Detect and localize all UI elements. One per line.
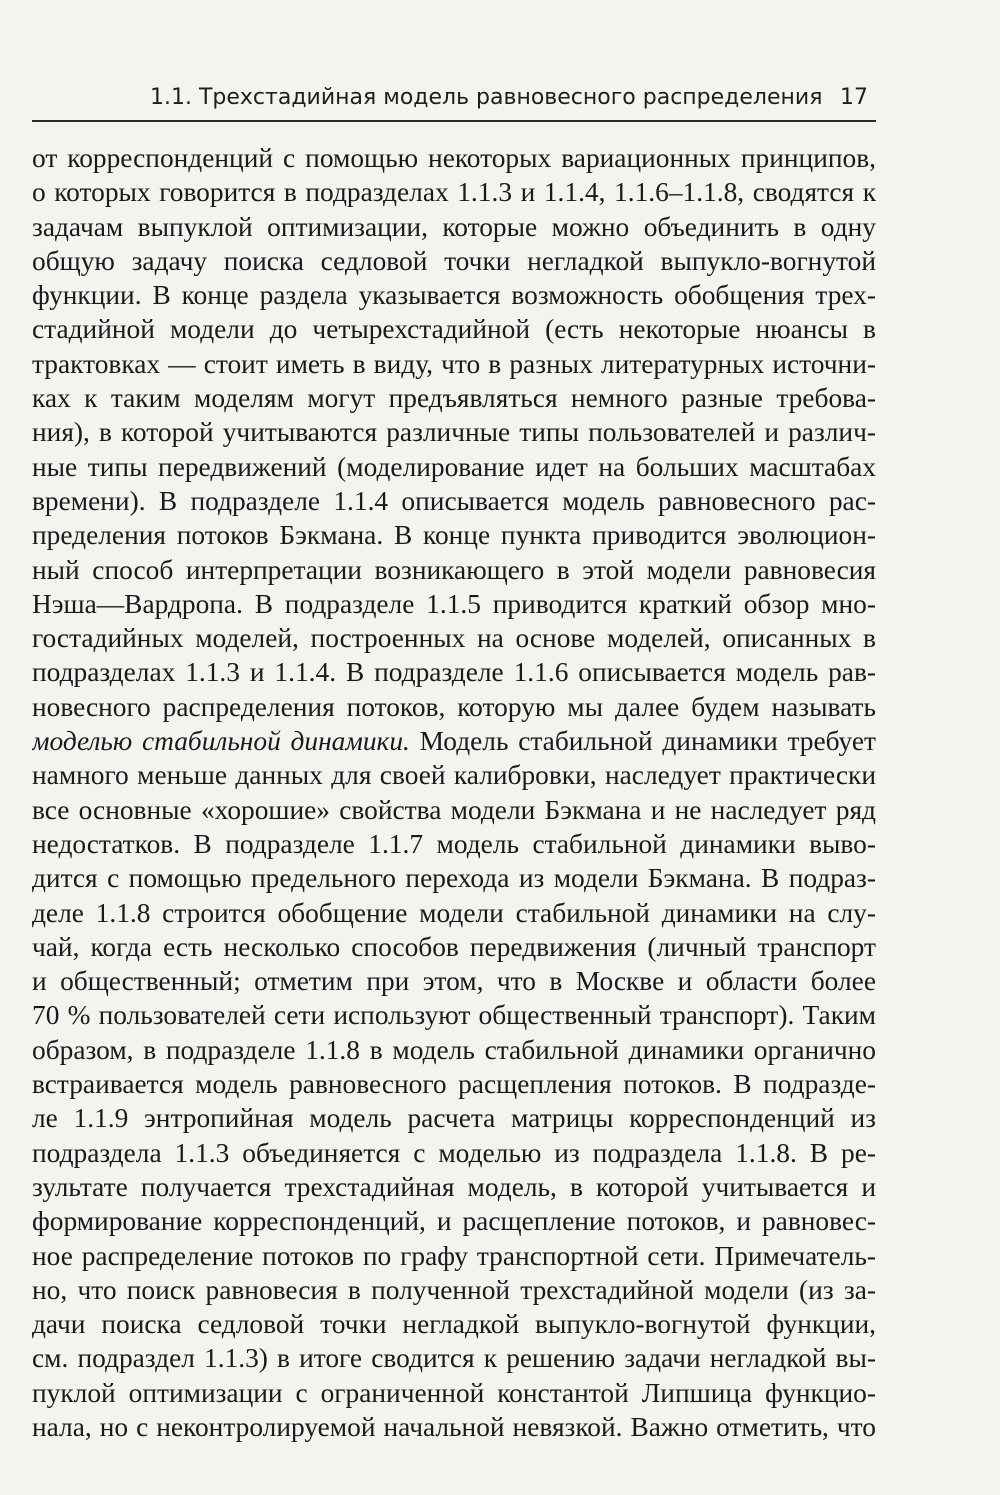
- italic-term: моделью стабильной динамики.: [32, 726, 410, 757]
- text-line: новесного распределения потоков, которую мы далее будем называть: [32, 691, 876, 722]
- text-line: деле 1.1.8 строится обобщение модели стабильной динамики на слу-: [32, 897, 876, 928]
- running-header: [32, 80, 876, 122]
- text-line: чай, когда есть несколько способов передвижения (личный транспорт: [32, 931, 876, 962]
- text-line: но, что поиск равновесия в полученной трехстадийной модели (из за-: [32, 1274, 876, 1305]
- text-line: от корреспонденций с помощью некоторых вариационных принципов,: [32, 143, 876, 173]
- text-line: Нэша—Вардропа. В подразделе 1.1.5 приводится краткий обзор мно-: [32, 588, 876, 619]
- text-line: ния), в которой учитываются различные типы пользователей и различ-: [32, 417, 876, 448]
- text-line: пуклой оптимизации с ограниченной константой Липшица функцио-: [32, 1377, 876, 1408]
- text-line: зультате получается трехстадийная модель, в которой учитывается и: [32, 1171, 876, 1202]
- body-text: [32, 141, 876, 1444]
- text-line: нала, но с неконтролируемой начальной невязкой. Важно отметить, что: [32, 1411, 876, 1442]
- text-line: дится с помощью предельного перехода из модели Бэкмана. В подраз-: [32, 863, 876, 894]
- text-line: все основные «хорошие» свойства модели Бэкмана и не наследует ряд: [32, 794, 876, 825]
- text-line: см. подраздел 1.1.3) в итоге сводится к решению задачи негладкой вы-: [32, 1343, 876, 1374]
- text-line: задачам выпуклой оптимизации, которые можно объединить в одну: [32, 211, 876, 242]
- text-line: гостадийных моделей, построенных на основе моделей, описанных в: [32, 623, 876, 654]
- text-line: ный способ интерпретации возникающего в этой модели равновесия: [32, 554, 876, 585]
- text-line: дачи поиска седловой точки негладкой выпукло-вогнутой функции,: [32, 1309, 876, 1340]
- text-line: ное распределение потоков по графу транспортной сети. Примечатель-: [32, 1240, 876, 1271]
- text-line: пределения потоков Бэкмана. В конце пункта приводится эволюцион-: [32, 520, 876, 551]
- text-run: Модель стабильной динамики требует: [409, 726, 876, 757]
- text-line: о которых говорится в подразделах 1.1.3 и 1.1.4, 1.1.6–1.1.8, сводятся к: [32, 177, 876, 208]
- text-line: подраздела 1.1.3 объединяется с моделью из подраздела 1.1.8. В ре-: [32, 1137, 876, 1168]
- text-line: образом, в подразделе 1.1.8 в модель стабильной динамики органично: [32, 1034, 876, 1065]
- text-line: недостатков. В подразделе 1.1.7 модель стабильной динамики выво-: [32, 828, 876, 859]
- text-line: встраивается модель равновесного расщепления потоков. В подразде-: [32, 1069, 876, 1100]
- page-number: 17: [840, 85, 868, 110]
- text-line: ные типы передвижений (моделирование идет на больших масштабах: [32, 451, 876, 482]
- text-line-with-italic: [32, 724, 876, 758]
- text-line: 70 % пользователей сети используют общественный транспорт). Таким: [32, 1000, 876, 1031]
- text-line: трактовках — стоит иметь в виду, что в разных литературных источни-: [32, 348, 876, 379]
- text-line: намного меньше данных для своей калибровки, наследует практически: [32, 760, 876, 791]
- text-line: общую задачу поиска седловой точки негладкой выпукло-вогнутой: [32, 245, 876, 276]
- text-line: функции. В конце раздела указывается возможность обобщения трех-: [32, 280, 876, 311]
- text-line: времени). В подразделе 1.1.4 описывается модель равновесного рас-: [32, 485, 876, 516]
- text-line: формирование корреспонденций, и расщепление потоков, и равновес-: [32, 1206, 876, 1237]
- text-line: ле 1.1.9 энтропийная модель расчета матрицы корреспонденций из: [32, 1103, 876, 1134]
- text-line: подразделах 1.1.3 и 1.1.4. В подразделе 1.1.6 описывается модель рав-: [32, 657, 876, 688]
- text-line: стадийной модели до четырехстадийной (есть некоторые нюансы в: [32, 314, 876, 345]
- text-line: ках к таким моделям могут предъявляться немного разные требова-: [32, 383, 876, 414]
- text-line: и общественный; отметим при этом, что в Москве и области более: [32, 966, 876, 997]
- running-title: 1.1. Трехстадийная модель равновесного распределения: [150, 85, 823, 110]
